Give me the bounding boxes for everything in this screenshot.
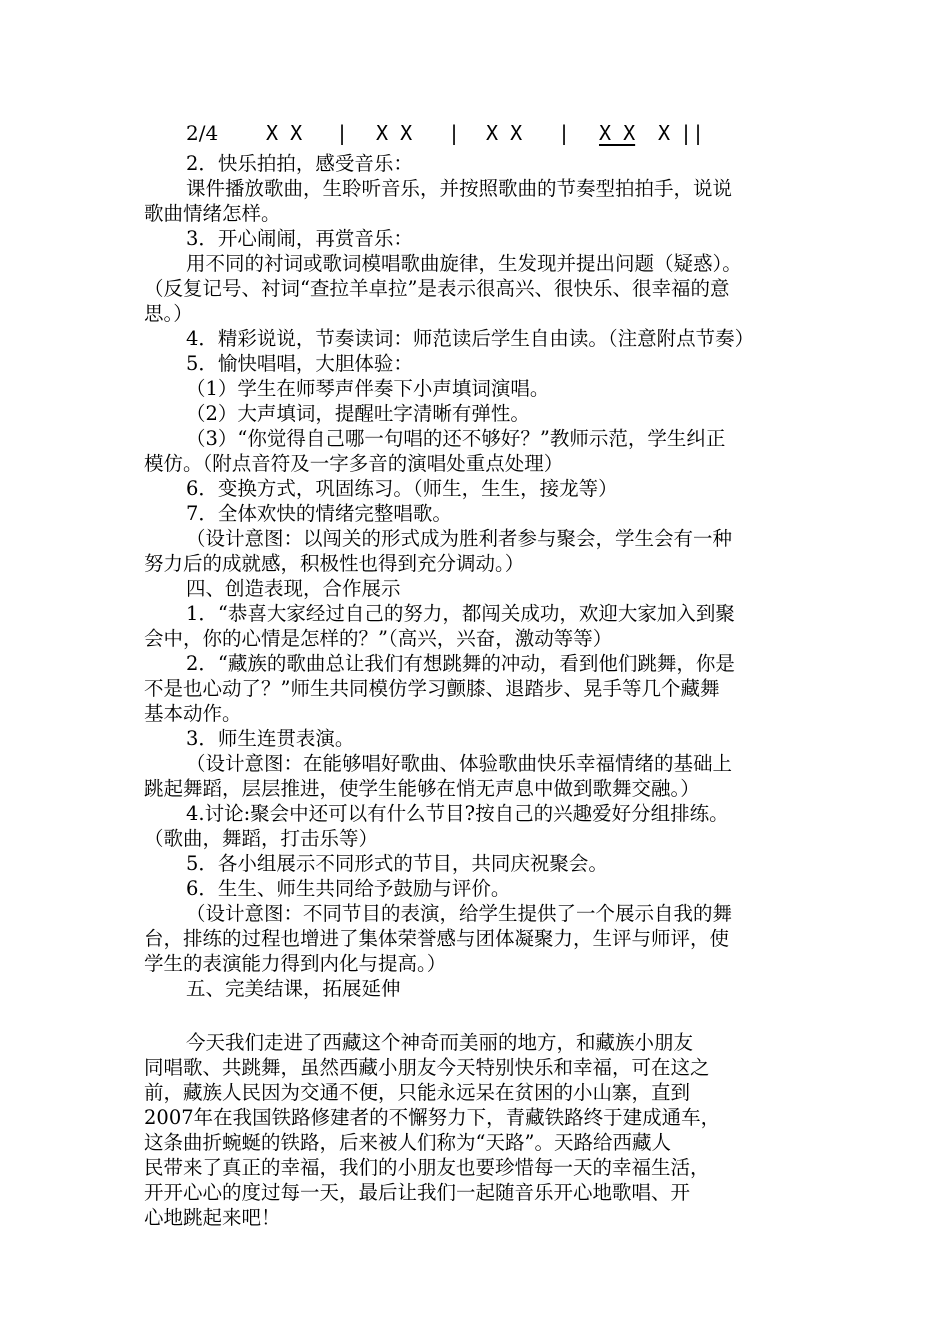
text-line: 课件播放歌曲，生聆听音乐，并按照歌曲的节奏型拍拍手，说说	[186, 177, 733, 200]
text-line: 4．精彩说说，节奏读词：师范读后学生自由读。（注意附点节奏）	[186, 327, 755, 350]
text-line: （设计意图：在能够唱好歌曲、体验歌曲快乐幸福情绪的基础上	[186, 752, 733, 775]
rhythm-measure: X X	[486, 121, 523, 145]
text-line: 基本动作。	[144, 702, 242, 725]
text-line: 民带来了真正的幸福，我们的小朋友也要珍惜每一天的幸福生活，	[144, 1156, 710, 1179]
section-heading: 五、完美结课，拓展延伸	[186, 977, 401, 1000]
text-line: 7．全体欢快的情绪完整唱歌。	[186, 502, 452, 525]
final-barline: ||	[680, 121, 705, 145]
text-line: （1）学生在师琴声伴奏下小声填词演唱。	[186, 377, 550, 400]
text-line: 心地跳起来吧！	[144, 1206, 281, 1229]
text-line: 模仿。（附点音符及一字多音的演唱处重点处理）	[144, 452, 564, 475]
text-line: 思。）	[144, 302, 193, 325]
barline: |	[558, 121, 571, 145]
barline: |	[336, 121, 349, 145]
text-line: 前，藏族人民因为交通不便，只能永远呆在贫困的小山寨，直到	[144, 1081, 691, 1104]
time-signature: 2/4	[186, 121, 219, 145]
rhythm-measure: X X	[266, 121, 303, 145]
text-line: 歌曲情绪怎样。	[144, 202, 281, 225]
text-line: 1．“恭喜大家经过自己的努力，都闯关成功，欢迎大家加入到聚	[186, 602, 735, 625]
section-heading: 四、创造表现，合作展示	[186, 577, 401, 600]
text-line: 3．师生连贯表演。	[186, 727, 355, 750]
text-line: （设计意图：不同节目的表演，给学生提供了一个展示自我的舞	[186, 902, 733, 925]
text-line: 2．“藏族的歌曲总让我们有想跳舞的冲动，看到他们跳舞，你是	[186, 652, 735, 675]
text-line: （设计意图：以闯关的形式成为胜利者参与聚会，学生会有一种	[186, 527, 733, 550]
text-line: 3．开心闹闹，再赏音乐：	[186, 227, 413, 250]
text-line: （2）大声填词，提醒吐字清晰有弹性。	[186, 402, 530, 425]
text-line: 台，排练的过程也增进了集体荣誉感与团体凝聚力，生评与师评，使	[144, 927, 730, 950]
text-line: 5．各小组展示不同形式的节目，共同庆祝聚会。	[186, 852, 608, 875]
text-line: 开开心心的度过每一天，最后让我们一起随音乐开心地歌唱、开	[144, 1181, 691, 1204]
text-line: 这条曲折蜿蜒的铁路，后来被人们称为“天路”。天路给西藏人	[144, 1131, 671, 1154]
text-line: 会中，你的心情是怎样的？”（高兴，兴奋，激动等等）	[144, 627, 613, 650]
text-line: 今天我们走进了西藏这个神奇而美丽的地方，和藏族小朋友	[186, 1031, 694, 1054]
text-line: 2007年在我国铁路修建者的不懈努力下，青藏铁路终于建成通车，	[144, 1106, 721, 1129]
rhythm-note: X	[658, 121, 671, 145]
text-line: （反复记号、衬词“查拉羊卓拉”是表示很高兴、很快乐、很幸福的意	[144, 277, 730, 300]
text-line: 努力后的成就感，积极性也得到充分调动。）	[144, 552, 525, 575]
text-line: 同唱歌、共跳舞，虽然西藏小朋友今天特别快乐和幸福，可在这之	[144, 1056, 710, 1079]
text-line: （歌曲，舞蹈，打击乐等）	[144, 827, 379, 850]
text-line: 6．生生、师生共同给予鼓励与评价。	[186, 877, 511, 900]
text-line: 4.讨论:聚会中还可以有什么节目?按自己的兴趣爱好分组排练。	[186, 802, 729, 825]
text-line: 学生的表演能力得到内化与提高。）	[144, 952, 447, 975]
barline: |	[448, 121, 461, 145]
text-line: 6．变换方式，巩固练习。（师生，生生，接龙等）	[186, 477, 618, 500]
rhythm-eighth-pair: X X	[599, 121, 636, 145]
text-line: 用不同的衬词或歌词模唱歌曲旋律，生发现并提出问题（疑惑）。	[186, 252, 742, 275]
text-line: 不是也心动了？”师生共同模仿学习颤膝、退踏步、晃手等几个藏舞	[144, 677, 720, 700]
text-line: 5．愉快唱唱，大胆体验：	[186, 352, 413, 375]
text-line: 跳起舞蹈，层层推进，使学生能够在悄无声息中做到歌舞交融。）	[144, 777, 700, 800]
text-line: （3）“你觉得自己哪一句唱的还不够好？”教师示范，学生纠正	[186, 427, 726, 450]
rhythm-measure: X X	[376, 121, 413, 145]
text-line: 2．快乐拍拍，感受音乐：	[186, 152, 413, 175]
